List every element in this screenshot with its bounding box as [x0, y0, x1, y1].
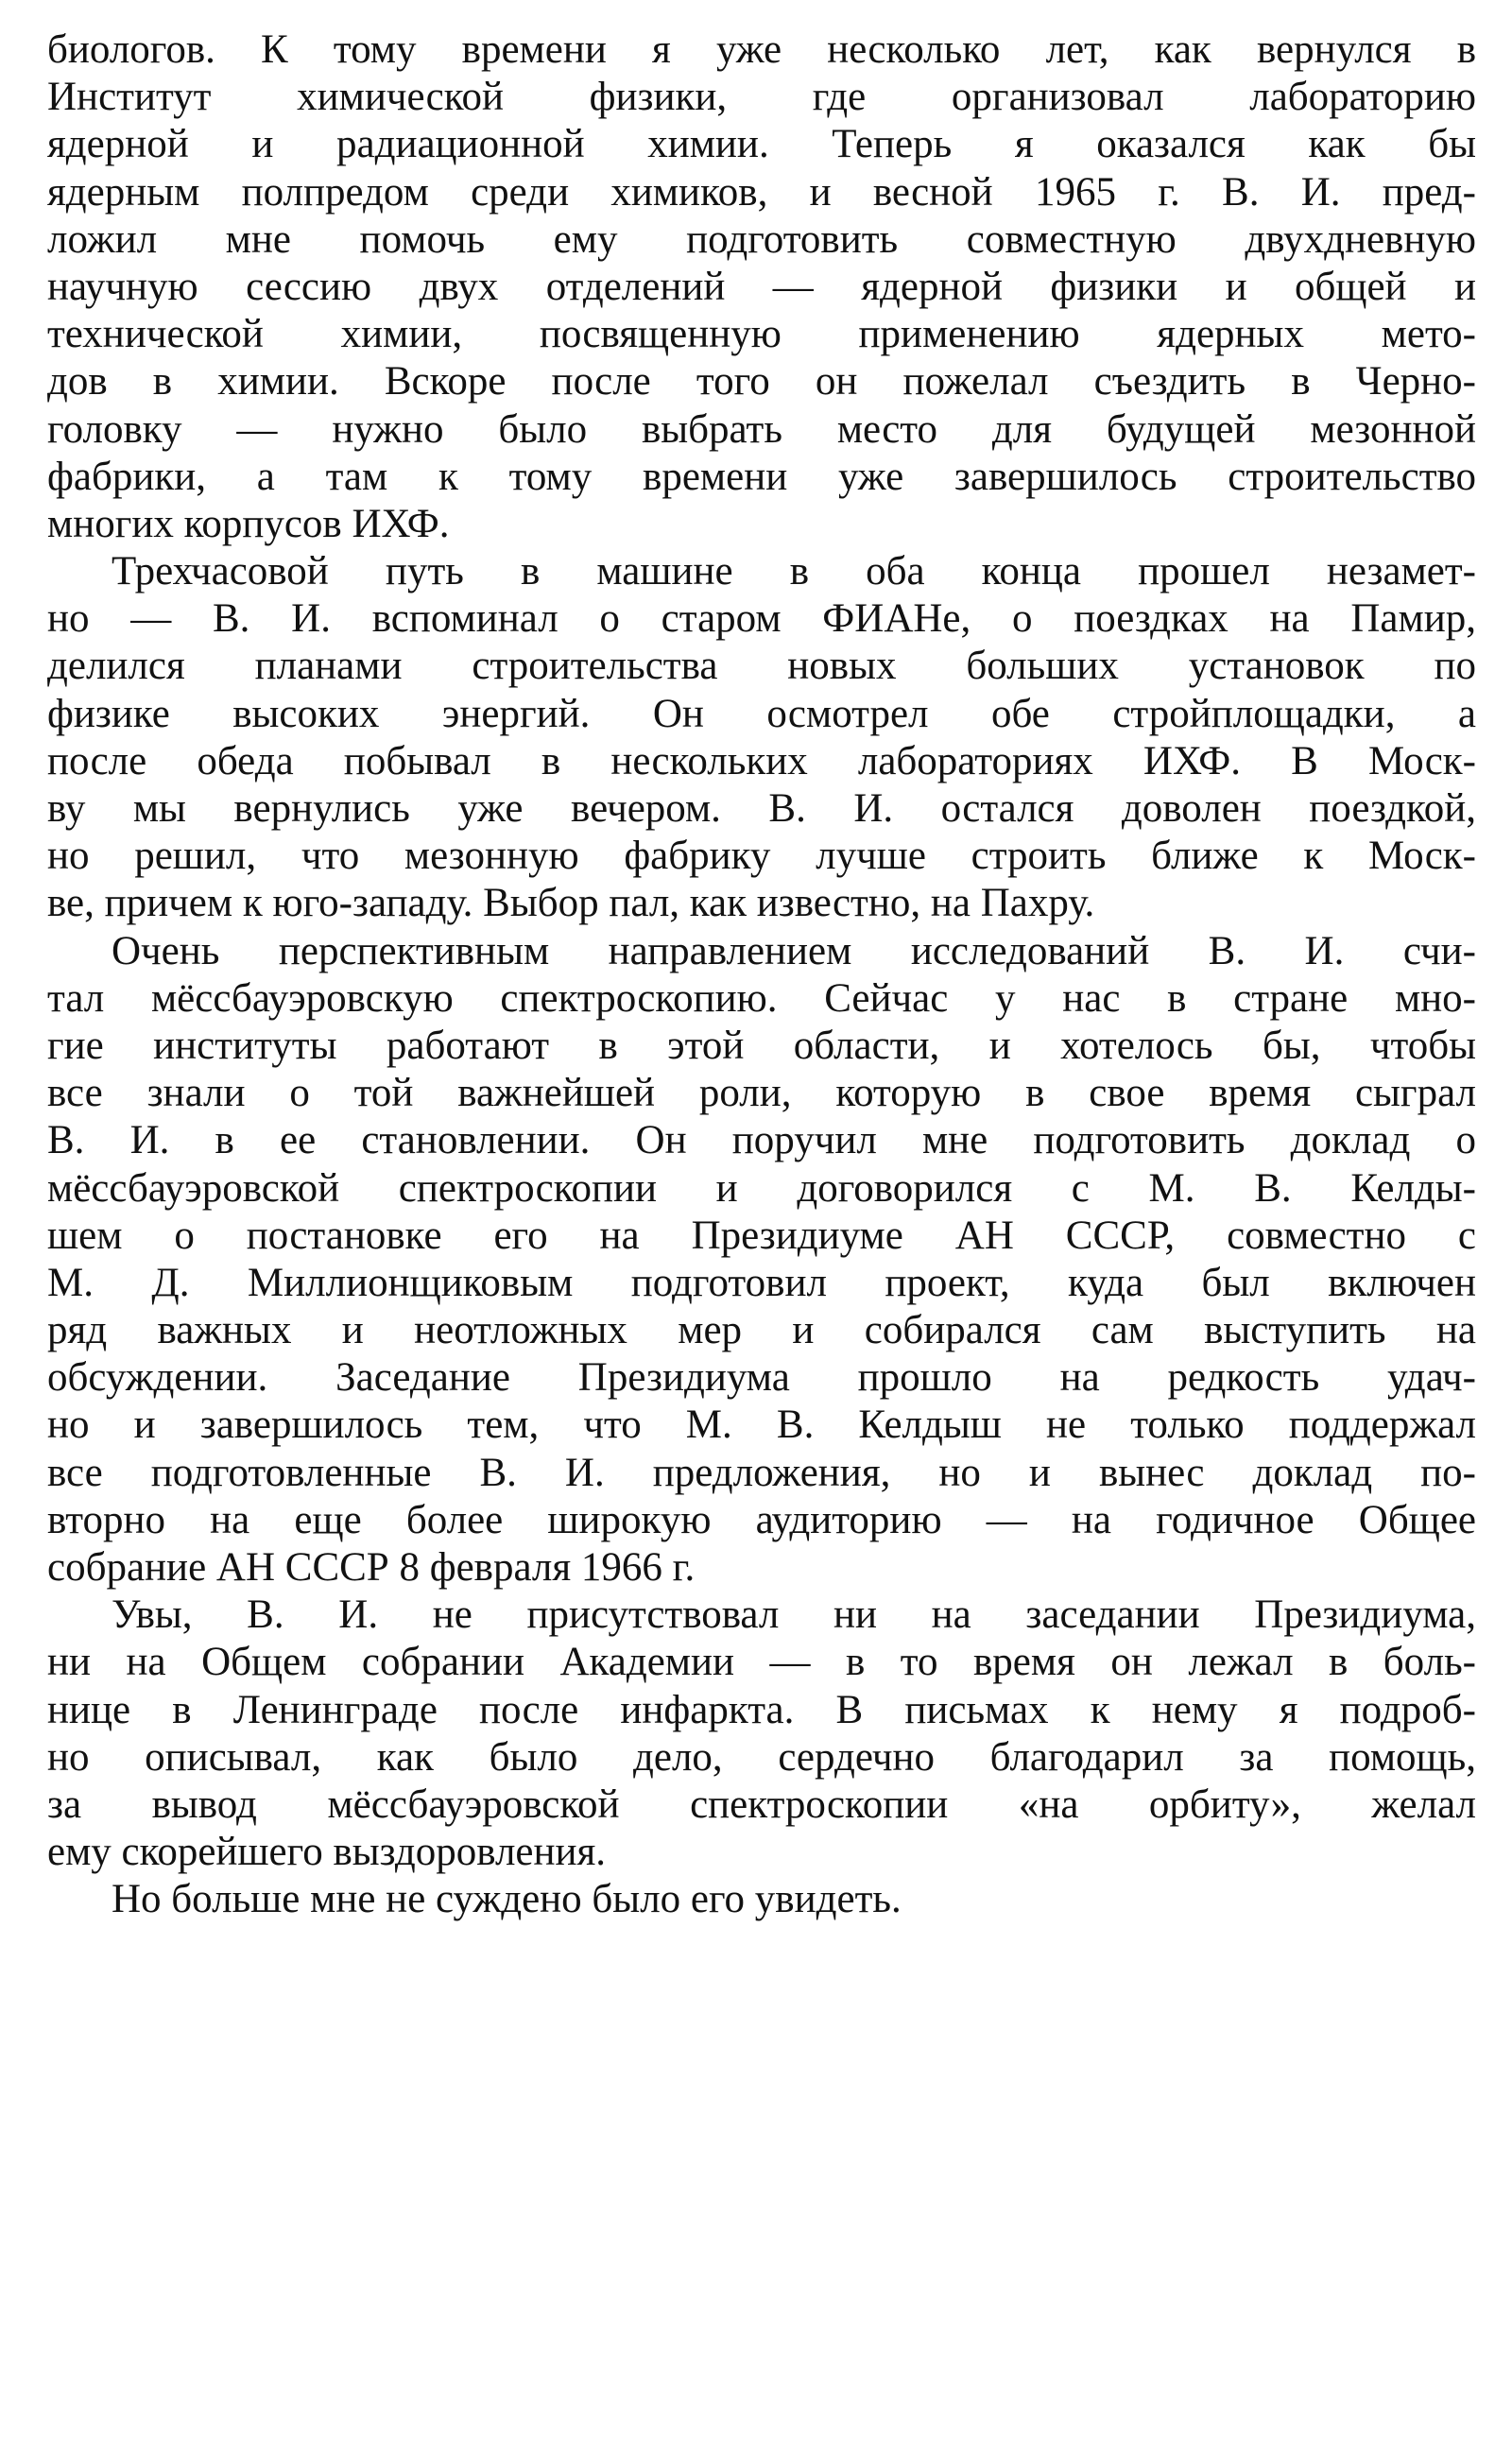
paragraph-1	[47, 26, 1476, 548]
text-line: ву мы вернулись уже вечером. В. И. остался доволен поездкой,	[47, 786, 1476, 831]
text-line: мёссбауэровской спектроскопии и договорился с М. В. Келды-	[47, 1165, 1476, 1211]
text-line: Трехчасовой путь в машине в оба конца прошел незамет-	[112, 549, 1476, 594]
text-line: М. Д. Миллионщиковым подготовил проект, куда был включен	[47, 1260, 1476, 1305]
text-line: но решил, что мезонную фабрику лучше строить ближе к Моск-	[47, 834, 1476, 879]
text-line: В. И. в ее становлении. Он поручил мне подготовить доклад о	[47, 1118, 1476, 1163]
text-line: головку — нужно было выбрать место для будущей мезонной	[47, 406, 1476, 452]
text-line: Но больше мне не суждено было его увидеть.	[112, 1877, 902, 1922]
text-line: технической химии, посвященную применению ядерных мето-	[47, 312, 1476, 357]
text-line: ядерным полпредом среди химиков, и весной 1965 г. В. И. пред-	[47, 169, 1476, 215]
paragraph-2	[47, 548, 1476, 928]
text-line: ему скорейшего выздоровления.	[47, 1830, 607, 1875]
text-line: многих корпусов ИХФ.	[47, 501, 450, 546]
text-line: вторно на еще более широкую аудиторию — на годичное Общее	[47, 1497, 1476, 1542]
text-line: делился планами строительства новых больших установок по	[47, 644, 1476, 689]
text-line: но описывал, как было дело, сердечно благодарил за помощь,	[47, 1734, 1476, 1780]
text-line: после обеда побывал в нескольких лабораториях ИХФ. В Моск-	[47, 738, 1476, 783]
text-line: все знали о той важнейшей роли, которую в свое время сыграл	[47, 1071, 1476, 1116]
text-line: физике высоких энергий. Он осмотрел обе стройплощадки, а	[47, 691, 1476, 736]
text-line: но и завершилось тем, что М. В. Келдыш не только поддержал	[47, 1403, 1476, 1448]
text-line: шем о постановке его на Президиуме АН СССР, совместно с	[47, 1213, 1476, 1258]
paragraph-4	[47, 1592, 1476, 1876]
text-line: за вывод мёссбауэровской спектроскопии «на орбиту», желал	[47, 1781, 1476, 1827]
document-page	[47, 26, 1476, 1924]
text-line: ядерной и радиационной химии. Теперь я оказался как бы	[47, 122, 1476, 167]
text-line: ряд важных и неотложных мер и собирался сам выступить на	[47, 1308, 1476, 1353]
paragraph-3	[47, 928, 1476, 1592]
text-line: ложил мне помочь ему подготовить совместную двухдневную	[47, 216, 1476, 262]
text-line: дов в химии. Вскоре после того он пожелал съездить в Черно-	[47, 359, 1476, 404]
text-line: ни на Общем собрании Академии — в то время он лежал в боль-	[47, 1640, 1476, 1685]
text-line: собрание АН СССР 8 февраля 1966 г.	[47, 1545, 696, 1590]
text-line: гие институты работают в этой области, и хотелось бы, чтобы	[47, 1023, 1476, 1068]
text-line: ве, причем к юго-западу. Выбор пал, как известно, на Пахру.	[47, 881, 1095, 926]
text-line: Институт химической физики, где организовал лабораторию	[47, 75, 1476, 120]
text-line: научную сессию двух отделений — ядерной физики и общей и	[47, 264, 1476, 309]
text-line: обсуждении. Заседание Президиума прошло на редкость удач-	[47, 1355, 1476, 1401]
text-line: фабрики, а там к тому времени уже завершилось строительство	[47, 454, 1476, 499]
paragraph-5	[47, 1876, 1476, 1923]
text-line: тал мёссбауэровскую спектроскопию. Сейчас у нас в стране мно-	[47, 975, 1476, 1021]
text-line: Увы, В. И. не присутствовал ни на заседании Президиума,	[112, 1592, 1476, 1638]
text-line: но — В. И. вспоминал о старом ФИАНе, о поездках на Памир,	[47, 596, 1476, 642]
text-line: Очень перспективным направлением исследований В. И. счи-	[112, 928, 1476, 973]
text-line: все подготовленные В. И. предложения, но и вынес доклад по-	[47, 1450, 1476, 1495]
text-line: нице в Ленинграде после инфаркта. В письмах к нему я подроб-	[47, 1687, 1476, 1732]
text-line: биологов. К тому времени я уже несколько лет, как вернулся в	[47, 27, 1476, 72]
